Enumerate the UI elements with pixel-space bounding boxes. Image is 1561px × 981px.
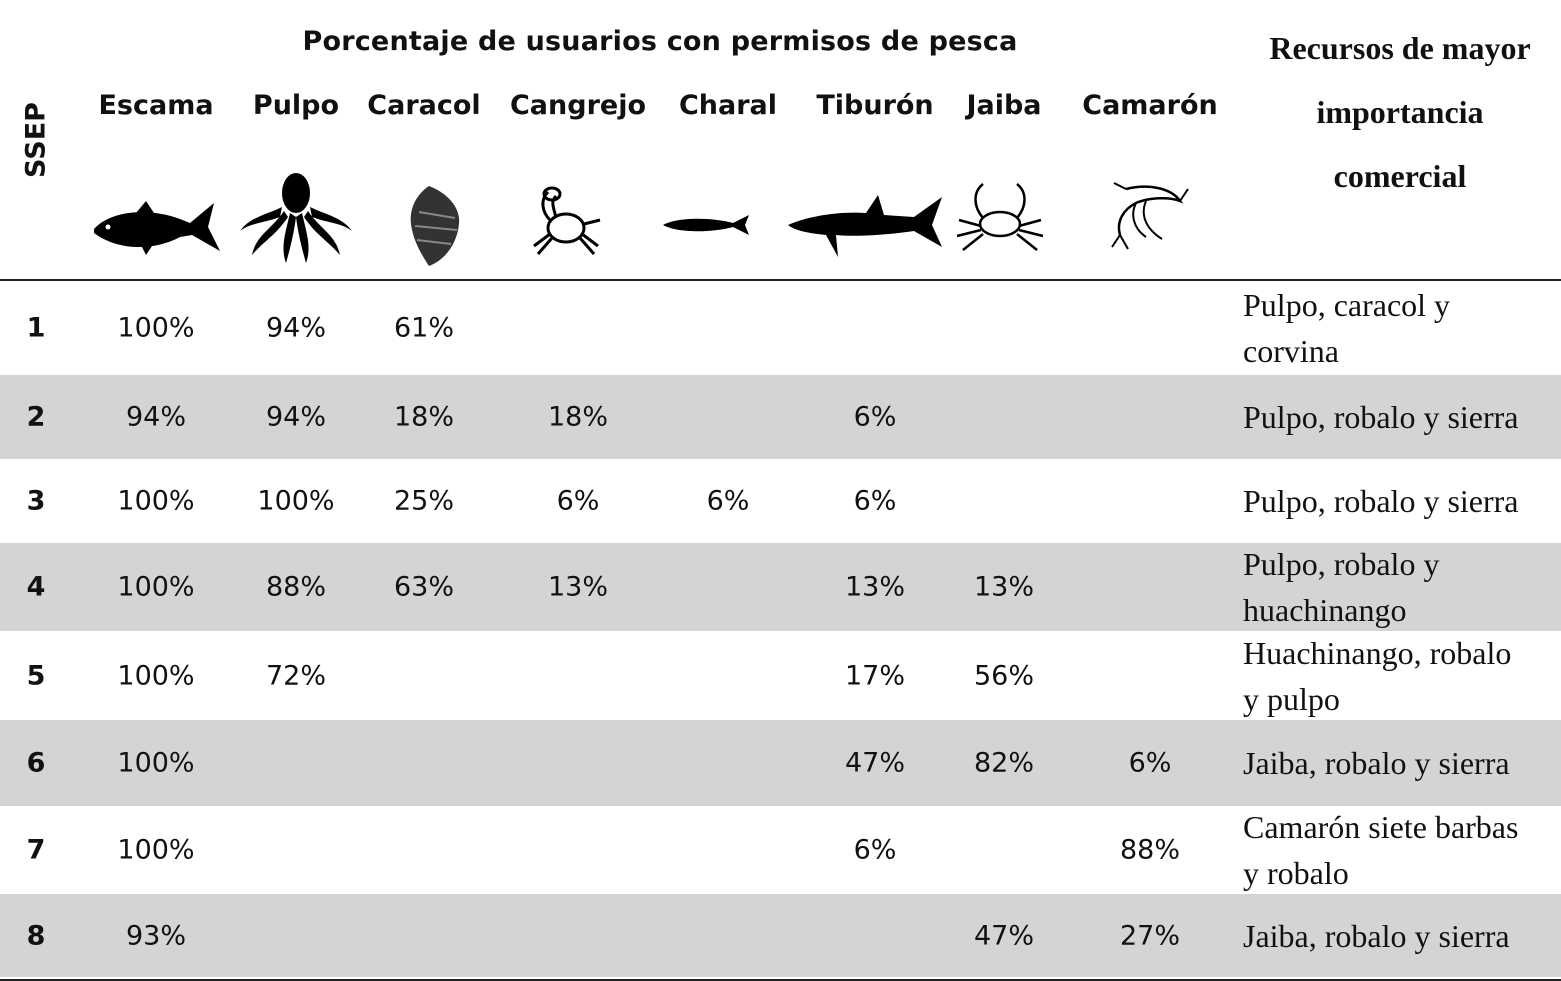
recursos-cell: [1243, 630, 1561, 722]
ssep-number: 1: [26, 312, 46, 344]
recursos-cell: [1243, 394, 1561, 440]
recursos-line: y robalo: [1243, 855, 1349, 891]
table-row: [0, 375, 1561, 459]
percent-cell: 100%: [117, 834, 195, 866]
fish-icon: [88, 197, 224, 259]
percent-cell: 6%: [1128, 747, 1172, 779]
recursos-line: Jaiba, robalo y sierra: [1243, 917, 1510, 954]
percent-cell: 72%: [265, 660, 327, 691]
percent-cell: 27%: [1119, 920, 1181, 951]
percent-cell: 63%: [393, 571, 455, 603]
percent-cell: 94%: [265, 312, 327, 344]
percent-cell: 94%: [125, 401, 187, 433]
percent-cell: 6%: [853, 834, 897, 866]
percent-cell: 18%: [393, 401, 455, 433]
percent-cell: 6%: [706, 485, 750, 517]
recursos-cell: [1243, 282, 1561, 374]
percent-cell: 100%: [117, 485, 195, 517]
table-title: Porcentaje de usuarios con permisos de pesca: [302, 26, 1018, 57]
table-row: [0, 894, 1561, 977]
percent-cell: 6%: [556, 485, 600, 517]
percent-cell: 88%: [265, 571, 327, 603]
shark-icon: [786, 191, 946, 261]
ssep-number: 2: [26, 401, 46, 433]
percent-cell: 93%: [125, 920, 187, 951]
crab-icon: [526, 184, 606, 260]
recursos-header: [1230, 16, 1561, 208]
species-header: Camarón: [1082, 90, 1218, 121]
species-header: Cangrejo: [509, 90, 647, 121]
species-header: Escama: [98, 90, 214, 121]
percent-cell: 88%: [1119, 834, 1181, 866]
recursos-line: Jaiba, robalo y sierra: [1243, 745, 1510, 781]
percent-cell: 100%: [117, 747, 195, 779]
recursos-cell: [1243, 804, 1561, 896]
table-row: [0, 806, 1561, 894]
recursos-line: Camarón siete barbas: [1243, 809, 1519, 845]
table-row: [0, 543, 1561, 631]
recursos-line: Pulpo, robalo y sierra: [1243, 399, 1519, 435]
percent-cell: 13%: [547, 571, 609, 603]
recursos-cell: [1243, 913, 1561, 959]
recursos-line: huachinango: [1243, 592, 1407, 628]
recursos-line: Pulpo, robalo y sierra: [1243, 483, 1519, 519]
snail-shell-icon: [405, 184, 463, 268]
percent-cell: 25%: [393, 485, 455, 517]
octopus-icon: [236, 171, 356, 265]
ssep-number: 6: [26, 747, 46, 779]
percent-cell: 13%: [973, 571, 1035, 603]
percent-cell: 13%: [844, 571, 906, 603]
percent-cell: 6%: [853, 485, 897, 517]
recursos-line: Pulpo, robalo y: [1243, 546, 1440, 582]
percent-cell: 6%: [853, 401, 897, 433]
recursos-line: corvina: [1243, 333, 1339, 369]
percent-cell: 100%: [117, 571, 195, 603]
percent-cell: 100%: [257, 485, 335, 517]
recursos-cell: [1243, 740, 1561, 786]
species-header: Charal: [678, 90, 778, 121]
percent-cell: 56%: [973, 660, 1035, 691]
percent-cell: 17%: [844, 660, 906, 691]
recursos-header-line: Recursos de mayor: [1269, 30, 1531, 66]
recursos-cell: [1243, 478, 1561, 524]
percent-cell: 100%: [117, 660, 195, 691]
percent-cell: 82%: [973, 747, 1035, 779]
recursos-line: y pulpo: [1243, 680, 1340, 717]
small-fish-icon: [661, 213, 751, 237]
percent-cell: 61%: [393, 312, 455, 344]
percent-cell: 47%: [973, 920, 1035, 951]
percent-cell: 47%: [844, 747, 906, 779]
species-header: Jaiba: [966, 90, 1042, 121]
ssep-number: 3: [26, 485, 46, 517]
recursos-line: Pulpo, caracol y: [1243, 287, 1451, 323]
recursos-line: Huachinango, robalo: [1243, 634, 1512, 671]
table-row: [0, 459, 1561, 543]
percent-cell: 100%: [117, 312, 195, 344]
recursos-cell: [1243, 541, 1561, 633]
ssep-number: 7: [26, 834, 46, 866]
ssep-header: SSEP: [20, 102, 52, 178]
ssep-number: 5: [26, 660, 46, 691]
ssep-number: 4: [26, 571, 46, 603]
blue-crab-icon: [953, 180, 1047, 260]
species-header: Tiburón: [816, 90, 934, 121]
recursos-header-line: importancia: [1316, 94, 1484, 130]
percent-cell: 94%: [265, 401, 327, 433]
species-header: Caracol: [367, 90, 481, 121]
table-row: [0, 281, 1561, 375]
shrimp-icon: [1106, 181, 1190, 251]
table-row: [0, 631, 1561, 720]
species-header: Pulpo: [252, 90, 340, 121]
ssep-number: 8: [26, 920, 46, 951]
recursos-header-line: comercial: [1333, 158, 1467, 194]
table-row: [0, 720, 1561, 806]
percent-cell: 18%: [547, 401, 609, 433]
